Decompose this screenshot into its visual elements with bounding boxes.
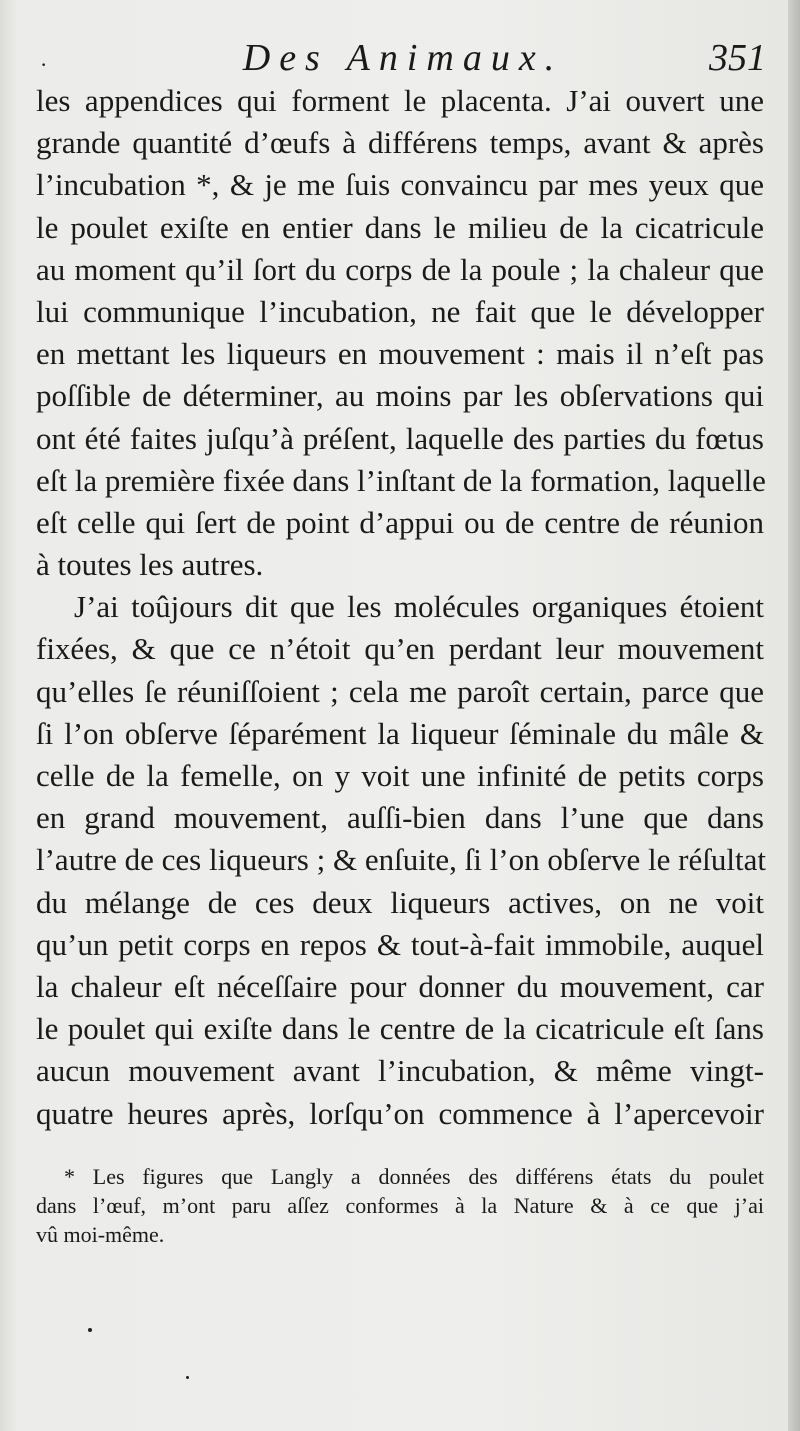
head-mark: ·: [40, 52, 48, 77]
text-line: eſt celle qui ſert de point d’appui ou de centre de réunion: [36, 504, 764, 540]
page-number: 351: [709, 37, 766, 79]
text-line: l’incubation *, & je me ſuis convaincu par mes yeux que: [36, 167, 764, 203]
footnote: [36, 1162, 764, 1249]
text-line: grande quantité d’œufs à différens temps, avant & après: [36, 125, 764, 161]
footnote-line: vû moi-même.: [36, 1222, 165, 1247]
body-text: [36, 80, 764, 1135]
text-line: les appendices qui forment le placenta. J’ai ouvert une: [36, 83, 764, 118]
text-line: qu’un petit corps en repos & tout-à-fait immobile, auquel: [36, 926, 764, 962]
paragraph-start-line: J’ai toûjours dit que les molécules organiques étoient: [74, 589, 764, 625]
text-line: ſi l’on obſerve ſéparément la liqueur ſéminale du mâle &: [36, 715, 764, 751]
text-line: à toutes les autres.: [36, 547, 264, 583]
text-line: en grand mouvement, auſſi-bien dans l’une que dans: [36, 800, 764, 836]
text-line: aucun mouvement avant l’incubation, & même vingt-: [36, 1053, 764, 1089]
text-line: ont été faites juſqu’à préſent, laquelle des parties du fœtus: [36, 420, 764, 456]
running-head-title: Des Animaux.: [242, 37, 564, 79]
ink-speck: [186, 1376, 189, 1379]
text-line: le poulet exiſte en entier dans le milieu de la cicatricule: [36, 209, 764, 245]
text-line: poſſible de déterminer, au moins par les obſervations qui: [36, 378, 764, 414]
text-line: eſt la première fixée dans l’inſtant de la formation, laquelle: [36, 462, 766, 498]
ink-speck: [88, 1328, 92, 1332]
text-line: quatre heures après, lorſqu’on commence à l’apercevoir: [36, 1095, 764, 1131]
text-line: en mettant les liqueurs en mouvement : mais il n’eſt pas: [36, 336, 764, 372]
text-line: l’autre de ces liqueurs ; & enſuite, ſi l’on obſerve le réſultat: [36, 842, 766, 878]
text-line: du mélange de ces deux liqueurs actives, on ne voit: [36, 884, 764, 920]
footnote-line: * Les figures que Langly a données des différens états du poulet: [64, 1164, 764, 1189]
text-line: lui communique l’incubation, ne fait que le développer: [36, 293, 764, 329]
footnote-line: dans l’œuf, m’ont paru aſſez conformes à la Nature & à ce que j’ai: [36, 1193, 764, 1218]
text-line: le poulet qui exiſte dans le centre de la cicatricule eſt ſans: [36, 1011, 764, 1047]
text-line: fixées, & que ce n’étoit qu’en perdant leur mouvement: [36, 631, 764, 667]
page-edge-shadow: [788, 0, 800, 1431]
text-line: la chaleur eſt néceſſaire pour donner du mouvement, car: [36, 968, 764, 1004]
text-line: celle de la femelle, on y voit une infinité de petits corps: [36, 758, 764, 793]
text-line: qu’elles ſe réuniſſoient ; cela me paroît certain, parce que: [36, 673, 764, 709]
text-line: au moment qu’il ſort du corps de la poule ; la chaleur que: [36, 251, 764, 287]
